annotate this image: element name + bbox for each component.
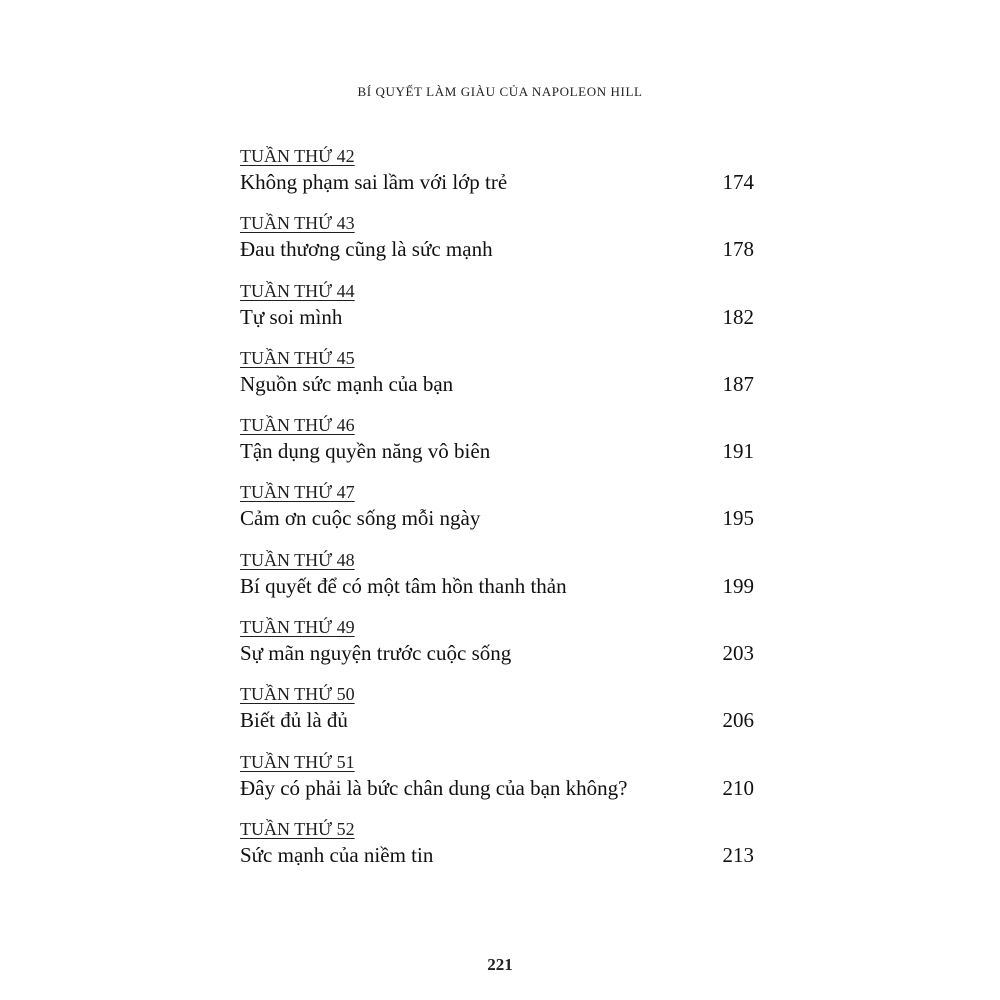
table-of-contents — [240, 146, 754, 886]
page-reference: 191 — [722, 439, 754, 464]
chapter-title: Tự soi mình — [240, 304, 343, 329]
page-reference: 182 — [722, 304, 754, 329]
chapter-title: Sức mạnh của niềm tin — [240, 842, 434, 867]
page-reference: 195 — [722, 506, 754, 531]
toc-entry — [240, 281, 754, 348]
chapter-title: Sự mãn nguyện trước cuộc sống — [240, 641, 512, 666]
toc-entry — [240, 348, 754, 415]
week-label: TUẦN THỨ 50 — [240, 684, 355, 705]
toc-entry — [240, 819, 754, 886]
toc-entry — [240, 482, 754, 549]
week-label: TUẦN THỨ 43 — [240, 213, 355, 234]
chapter-title: Không phạm sai lầm với lớp trẻ — [240, 170, 508, 194]
toc-entry — [240, 550, 754, 617]
toc-entry — [240, 617, 754, 684]
week-label: TUẦN THỨ 42 — [240, 146, 355, 166]
toc-entry — [240, 752, 754, 819]
week-label: TUẦN THỨ 45 — [240, 347, 355, 368]
page-reference: 203 — [722, 641, 754, 666]
chapter-title: Đây có phải là bức chân dung của bạn không? — [240, 775, 628, 800]
week-label: TUẦN THỨ 48 — [240, 549, 355, 570]
chapter-title: Nguồn sức mạnh của bạn — [240, 371, 454, 396]
page-reference: 199 — [722, 573, 754, 598]
page-reference: 178 — [722, 237, 754, 262]
toc-entry — [240, 415, 754, 482]
chapter-title: Cảm ơn cuộc sống mỗi ngày — [240, 506, 481, 531]
page-reference: 187 — [722, 371, 754, 396]
page-reference: 210 — [722, 775, 754, 800]
toc-entry — [240, 146, 754, 213]
running-header: BÍ QUYẾT LÀM GIÀU CỦA NAPOLEON HILL — [357, 84, 643, 99]
week-label: TUẦN THỨ 44 — [240, 280, 355, 301]
chapter-title: Tận dụng quyền năng vô biên — [240, 439, 491, 464]
chapter-title: Đau thương cũng là sức mạnh — [240, 237, 493, 262]
week-label: TUẦN THỨ 52 — [240, 818, 355, 839]
chapter-title: Biết đủ là đủ — [240, 708, 348, 733]
week-label: TUẦN THỨ 46 — [240, 415, 355, 436]
page-reference: 206 — [722, 708, 754, 733]
chapter-title: Bí quyết để có một tâm hồn thanh thản — [240, 573, 567, 598]
toc-entry — [240, 213, 754, 280]
page-reference: 174 — [722, 170, 754, 194]
toc-entry — [240, 684, 754, 751]
page-number: 221 — [487, 955, 513, 974]
week-label: TUẦN THỨ 47 — [240, 482, 355, 503]
week-label: TUẦN THỨ 49 — [240, 617, 355, 638]
week-label: TUẦN THỨ 51 — [240, 751, 355, 772]
page-reference: 213 — [722, 842, 754, 867]
